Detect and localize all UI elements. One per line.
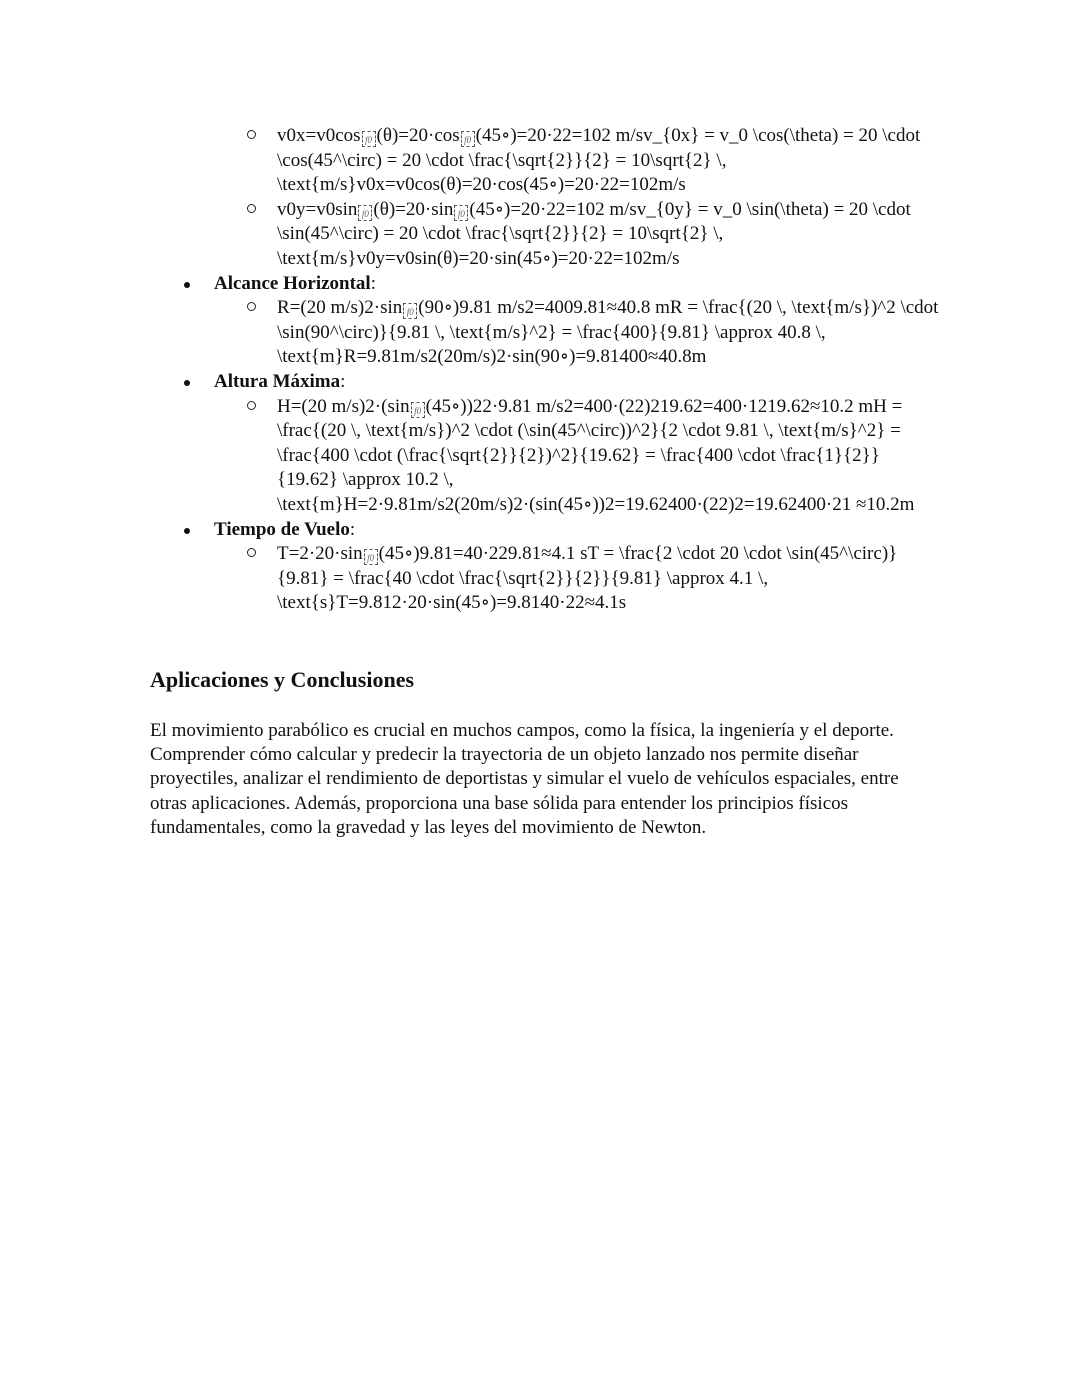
formula-text: (θ)=20·cos [376, 125, 460, 146]
item-label-colon: : [370, 272, 376, 294]
item-label: Tiempo de Vuelo [214, 518, 350, 540]
hollow-circle-bullet-icon [247, 130, 256, 139]
item-label-colon: : [340, 370, 346, 392]
hollow-circle-bullet-icon [247, 401, 256, 410]
hollow-circle-bullet-icon [247, 302, 256, 311]
filled-bullet-icon [184, 282, 190, 288]
conclusion-paragraph: El movimiento parabólico es crucial en muchos campos, como la física, la ingeniería y el deporte. Comprender cómo calcular y predecir la trayectoria de un objeto lanzado nos permite diseñar proyectiles, analizar el rendimiento de deportistas y simular el vuelo de vehículos espaciales, entre otras aplicaciones. Además, proporciona una base sólida para entender los principios físicos fundamentales, como la gravedad y las leyes del movimiento de Newton. [150, 720, 899, 838]
hollow-circle-bullet-icon [247, 204, 256, 213]
item-label: Altura Máxima [214, 370, 341, 392]
formula-text: T=2·20·sin [277, 543, 363, 565]
formula-text: (45∘))22·9.81 m/s2=400·(22)219.62=400·1219.62≈10.2 mH = \frac{(20 \, \text{m/s})^2 \cdot (\sin(45^\circ))^2}{2 \cdot 9.81 \, \text{m/s}^2} = \frac{400 \cdot (\frac{\sqrt{2}}{2})^2}{19.62} = \frac{400 \cdot \frac{1}{2}}{19.62} \approx 10.2 \, \text{m}H=2·9.81m/s2(20m/s)2·(sin(45∘))2=19.62400·(22)2=19.62400·21 ≈10.2m [277, 395, 915, 515]
formula-text: v0x=v0cos [277, 125, 361, 146]
filled-bullet-icon [184, 380, 190, 386]
missing-glyph-icon: f0 [362, 131, 376, 147]
missing-glyph-icon: f0 [403, 303, 417, 319]
list-item-time-formula [150, 542, 940, 616]
formula-text: R=(20 m/s)2·sin [277, 297, 403, 319]
list-item-altura-maxima [150, 370, 940, 395]
list-item-vy [150, 198, 940, 272]
missing-glyph-icon: f0 [364, 549, 378, 565]
list-item-range-formula [150, 296, 940, 370]
section-heading: Aplicaciones y Conclusiones [150, 667, 415, 692]
list-item-tiempo-de-vuelo [150, 518, 940, 543]
formula-bullet-list [150, 124, 940, 616]
hollow-circle-bullet-icon [247, 548, 256, 557]
list-item-height-formula [150, 395, 940, 518]
item-label-colon: : [349, 518, 356, 540]
formula-text: (45∘)9.81=40·229.81≈4.1 sT = \frac{2 \cdot 20 \cdot \sin(45^\circ)}{9.81} = \frac{40 \cdot \frac{\sqrt{2}}{2}}{9.81} \approx 4.1 \, \text{s}T=9.812·20·sin(45∘)=9.8140·22≈4.1s [277, 543, 898, 614]
formula-text: H=(20 m/s)2·(sin [277, 395, 410, 417]
missing-glyph-icon: f0 [461, 131, 475, 147]
filled-bullet-icon [184, 528, 190, 534]
formula-text: (45∘)=20·22=102 m/sv_{0x} = v_0 \cos(\theta) = 20 \cdot \cos(45^\circ) = 20 \cdot \frac{\sqrt{2}}{2} = 10\sqrt{2} \, \text{m/s}v0x=v0cos(θ)=20·cos(45∘)=20·22=102m/s [277, 125, 921, 196]
formula-text: (90∘)9.81 m/s2=4009.81≈40.8 mR = \frac{(20 \, \text{m/s})^2 \cdot \sin(90^\circ)}{9.81 \, \text{m/s}^2} = \frac{400}{9.81} \approx 40.8 \, \text{m}R=9.81m/s2(20m/s)2·sin(90∘)=9.81400≈40.8m [277, 297, 939, 368]
missing-glyph-icon: f0 [358, 205, 372, 221]
missing-glyph-icon: f0 [454, 205, 468, 221]
formula-text: v0y=v0sin [277, 198, 358, 220]
list-item-alcance-horizontal [150, 272, 940, 297]
missing-glyph-icon: f0 [411, 402, 425, 418]
list-item-vx [150, 124, 940, 198]
item-label: Alcance Horizontal [214, 272, 371, 294]
formula-text: (45∘)=20·22=102 m/sv_{0y} = v_0 \sin(\theta) = 20 \cdot \sin(45^\circ) = 20 \cdot \frac{\sqrt{2}}{2} = 10\sqrt{2} \, \text{m/s}v0y=v0sin(θ)=20·sin(45∘)=20·22=102m/s [277, 198, 911, 269]
formula-text: (θ)=20·sin [373, 198, 454, 220]
